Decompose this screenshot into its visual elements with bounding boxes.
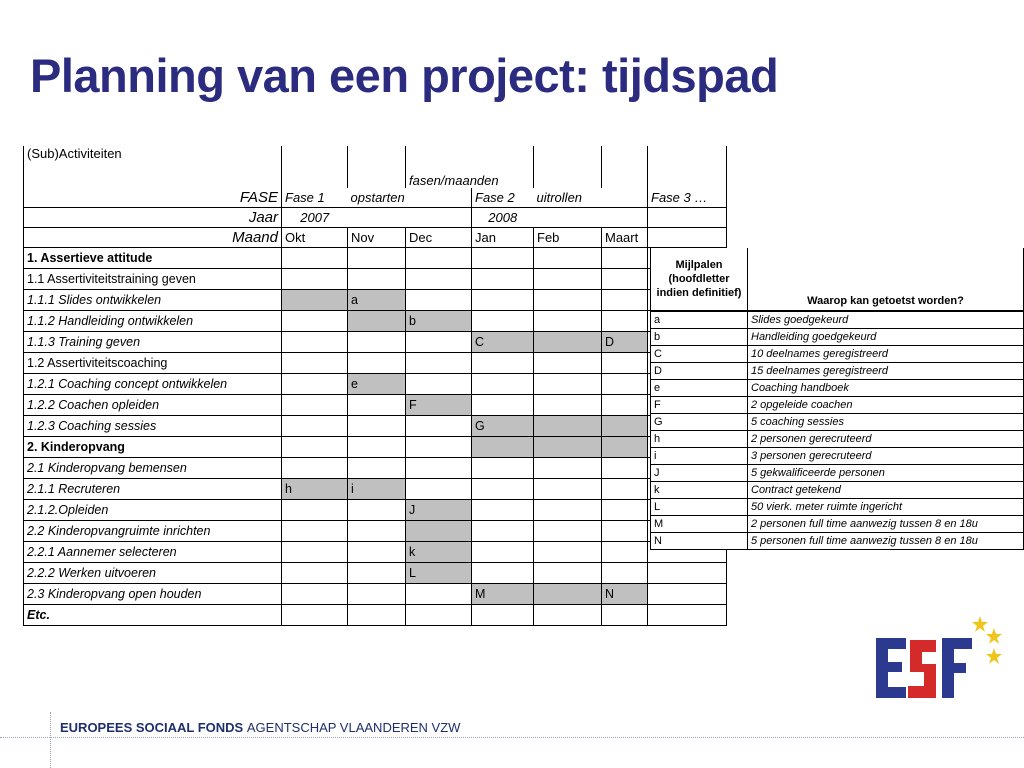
milestone-criterion: 3 personen gerecruteerd [748,448,1024,465]
activity-cell [406,416,472,437]
activity-cell [282,248,348,269]
esf-logo-icon [874,614,1004,704]
activity-cell: e [348,374,406,395]
activity-cell [282,311,348,332]
year-2008: 2008 [472,208,534,228]
activity-cell [282,542,348,563]
activity-cell [406,584,472,605]
activity-cell [472,563,534,584]
activity-row [24,416,727,437]
milestone-code: b [651,329,748,346]
activity-row [24,374,727,395]
activity-cell [472,353,534,374]
month-jan: Jan [472,228,534,248]
milestone-row [651,516,1024,533]
activity-cell [534,479,602,500]
activity-row [24,584,727,605]
activity-cell [472,521,534,542]
activity-cell: D [602,332,648,353]
activity-cell [282,395,348,416]
activity-cell: a [348,290,406,311]
activity-label: 2.1.2.Opleiden [24,500,282,521]
activity-label: 2.1.1 Recruteren [24,479,282,500]
fase-2: Fase 2 [472,188,534,208]
activity-cell [602,290,648,311]
activity-cell [602,500,648,521]
activity-cell: F [406,395,472,416]
activity-cell [406,374,472,395]
milestone-criterion: 5 coaching sessies [748,414,1024,431]
activity-cell: k [406,542,472,563]
activity-cell [406,479,472,500]
milestone-code: C [651,346,748,363]
milestone-criterion: Handleiding goedgekeurd [748,329,1024,346]
activity-cell [348,458,406,479]
activity-cell [602,416,648,437]
activity-cell [648,584,727,605]
activity-row [24,353,727,374]
phases-header: fasen/maanden [406,146,472,188]
milestone-row [651,482,1024,499]
slide-title: Planning van een project: tijdspad [30,49,779,102]
milestone-criterion: 10 deelnames geregistreerd [748,346,1024,363]
activity-cell: M [472,584,534,605]
activity-cell [348,353,406,374]
activity-cell [406,437,472,458]
milestone-row [651,380,1024,397]
milestone-code: N [651,533,748,550]
activity-cell [472,374,534,395]
activity-cell [472,542,534,563]
activity-cell [472,500,534,521]
milestone-code: L [651,499,748,516]
fase-1: Fase 1 [282,188,348,208]
activity-cell [406,290,472,311]
activity-label: 1.2.3 Coaching sessies [24,416,282,437]
milestone-row [651,346,1024,363]
activity-cell [282,269,348,290]
activity-cell [534,458,602,479]
milestone-criterion: 50 vierk. meter ruimte ingericht [748,499,1024,516]
activity-cell [282,290,348,311]
jaar-label: Jaar [24,208,282,228]
month-dec: Dec [406,228,472,248]
activity-cell: J [406,500,472,521]
esf-letters [876,638,972,698]
milestones-header: Mijlpalen (hoofdletter indien definitief) [651,248,748,311]
milestone-row [651,465,1024,482]
activity-cell [602,542,648,563]
milestone-row [651,329,1024,346]
activity-cell [472,290,534,311]
activity-cell [648,563,727,584]
activity-cell [282,500,348,521]
activity-cell: L [406,563,472,584]
milestone-row [651,448,1024,465]
milestone-criterion: 15 deelnames geregistreerd [748,363,1024,380]
activity-cell [472,248,534,269]
activity-cell [472,311,534,332]
activity-cell [348,395,406,416]
activity-label: 1.2.2 Coachen opleiden [24,395,282,416]
activity-label: Etc. [24,605,282,626]
fase-2-name: uitrollen [534,188,602,208]
activity-row [24,479,727,500]
activity-row [24,521,727,542]
activity-cell [534,248,602,269]
fase-3: Fase 3 … [648,188,727,208]
activity-row [24,269,727,290]
activity-cell [282,458,348,479]
activity-cell [534,521,602,542]
milestone-criterion: Coaching handboek [748,380,1024,397]
activity-label: 2.2.2 Werken uitvoeren [24,563,282,584]
activity-cell [348,248,406,269]
activity-cell [282,374,348,395]
milestone-criterion: Slides goedgekeurd [748,311,1024,329]
milestone-code: k [651,482,748,499]
activity-cell [602,605,648,626]
activity-cell [534,563,602,584]
activity-cell [534,605,602,626]
milestone-row [651,533,1024,550]
activity-cell: N [602,584,648,605]
milestone-criterion: 2 personen gerecruteerd [748,431,1024,448]
activity-cell [534,416,602,437]
activity-cell [602,437,648,458]
activity-cell [602,521,648,542]
activity-cell [282,584,348,605]
activity-cell [348,332,406,353]
activity-cell [472,269,534,290]
milestone-criterion: 5 personen full time aanwezig tussen 8 en 18u [748,533,1024,550]
activity-label: 2.3 Kinderopvang open houden [24,584,282,605]
activity-row [24,458,727,479]
activity-row [24,500,727,521]
activities-header: (Sub)Activiteiten [24,146,282,188]
activity-cell [472,437,534,458]
activity-label: 2.1 Kinderopvang bemensen [24,458,282,479]
activity-cell [406,269,472,290]
activity-cell [602,311,648,332]
milestone-row [651,414,1024,431]
milestone-row [651,363,1024,380]
activity-cell [602,479,648,500]
activity-cell [472,605,534,626]
activity-cell [348,521,406,542]
activity-label: 2. Kinderopvang [24,437,282,458]
activity-cell [348,542,406,563]
activity-cell [348,563,406,584]
milestones-table [650,248,1024,550]
activity-cell [282,563,348,584]
milestone-row [651,499,1024,516]
activity-cell [472,458,534,479]
activity-cell [282,437,348,458]
activity-cell [602,563,648,584]
esf-stars-icon [972,616,1002,664]
activity-cell [406,458,472,479]
activity-cell: b [406,311,472,332]
milestone-row [651,431,1024,448]
activity-cell [534,542,602,563]
activity-cell [348,269,406,290]
milestone-code: a [651,311,748,329]
activity-label: 1.1.3 Training geven [24,332,282,353]
activity-cell [534,353,602,374]
activity-cell [534,584,602,605]
activity-cell [534,374,602,395]
activity-cell [648,605,727,626]
activity-cell [406,353,472,374]
activity-cell [406,332,472,353]
activity-row [24,290,727,311]
activity-row [24,605,727,626]
activity-cell [348,605,406,626]
month-nov: Nov [348,228,406,248]
activity-cell [602,248,648,269]
activity-cell [282,416,348,437]
milestone-row [651,397,1024,414]
activity-cell [282,521,348,542]
milestone-row [651,311,1024,329]
milestone-code: F [651,397,748,414]
activity-cell [602,458,648,479]
month-feb: Feb [534,228,602,248]
activity-row [24,563,727,584]
activity-cell: C [472,332,534,353]
activity-label: 1.2.1 Coaching concept ontwikkelen [24,374,282,395]
milestone-code: i [651,448,748,465]
activity-label: 1.2 Assertiviteitscoaching [24,353,282,374]
activity-label: 1.1.2 Handleiding ontwikkelen [24,311,282,332]
activity-cell [534,332,602,353]
footer [0,712,1024,768]
activity-cell [472,395,534,416]
activity-cell: i [348,479,406,500]
activity-cell [534,290,602,311]
footer-agency: AGENTSCHAP VLAANDEREN VZW [246,720,461,735]
activity-cell [348,500,406,521]
activity-label: 1.1.1 Slides ontwikkelen [24,290,282,311]
milestone-code: M [651,516,748,533]
activity-row [24,395,727,416]
fase-1-name: opstarten [348,188,406,208]
activity-label: 2.2 Kinderopvangruimte inrichten [24,521,282,542]
activity-cell [282,605,348,626]
gantt-table [23,146,727,626]
maand-label: Maand [24,228,282,248]
activity-row [24,248,727,269]
activity-label: 1. Assertieve attitude [24,248,282,269]
activity-cell: G [472,416,534,437]
activity-cell [534,311,602,332]
activity-cell [282,353,348,374]
footer-text [60,720,460,735]
activity-cell [472,479,534,500]
activity-cell [602,374,648,395]
activity-cell [348,416,406,437]
activity-label: 2.2.1 Aannemer selecteren [24,542,282,563]
milestone-criterion: Contract getekend [748,482,1024,499]
activity-cell [534,395,602,416]
milestone-code: h [651,431,748,448]
milestone-criterion: 2 opgeleide coachen [748,397,1024,414]
activity-cell [602,353,648,374]
activity-cell [406,605,472,626]
year-2007: 2007 [282,208,348,228]
milestone-code: D [651,363,748,380]
activity-label: 1.1 Assertiviteitstraining geven [24,269,282,290]
activity-cell [406,521,472,542]
fase-label: FASE [24,188,282,208]
activity-cell [534,500,602,521]
activity-cell [534,269,602,290]
milestone-criterion: 2 personen full time aanwezig tussen 8 en 18u [748,516,1024,533]
footer-org: EUROPEES SOCIAAL FONDS [60,720,244,735]
month-okt: Okt [282,228,348,248]
activity-cell [348,584,406,605]
activity-cell [406,248,472,269]
activity-cell [282,332,348,353]
activity-row [24,332,727,353]
milestone-code: G [651,414,748,431]
month-maart: Maart [602,228,648,248]
criteria-header: Waarop kan getoetst worden? [748,248,1024,311]
activity-row [24,542,727,563]
activity-row [24,437,727,458]
activity-cell: h [282,479,348,500]
milestone-code: e [651,380,748,397]
activity-row [24,311,727,332]
milestone-criterion: 5 gekwalificeerde personen [748,465,1024,482]
activity-cell [602,395,648,416]
milestone-code: J [651,465,748,482]
activity-cell [348,311,406,332]
activity-cell [602,269,648,290]
activity-cell [348,437,406,458]
activity-cell [534,437,602,458]
